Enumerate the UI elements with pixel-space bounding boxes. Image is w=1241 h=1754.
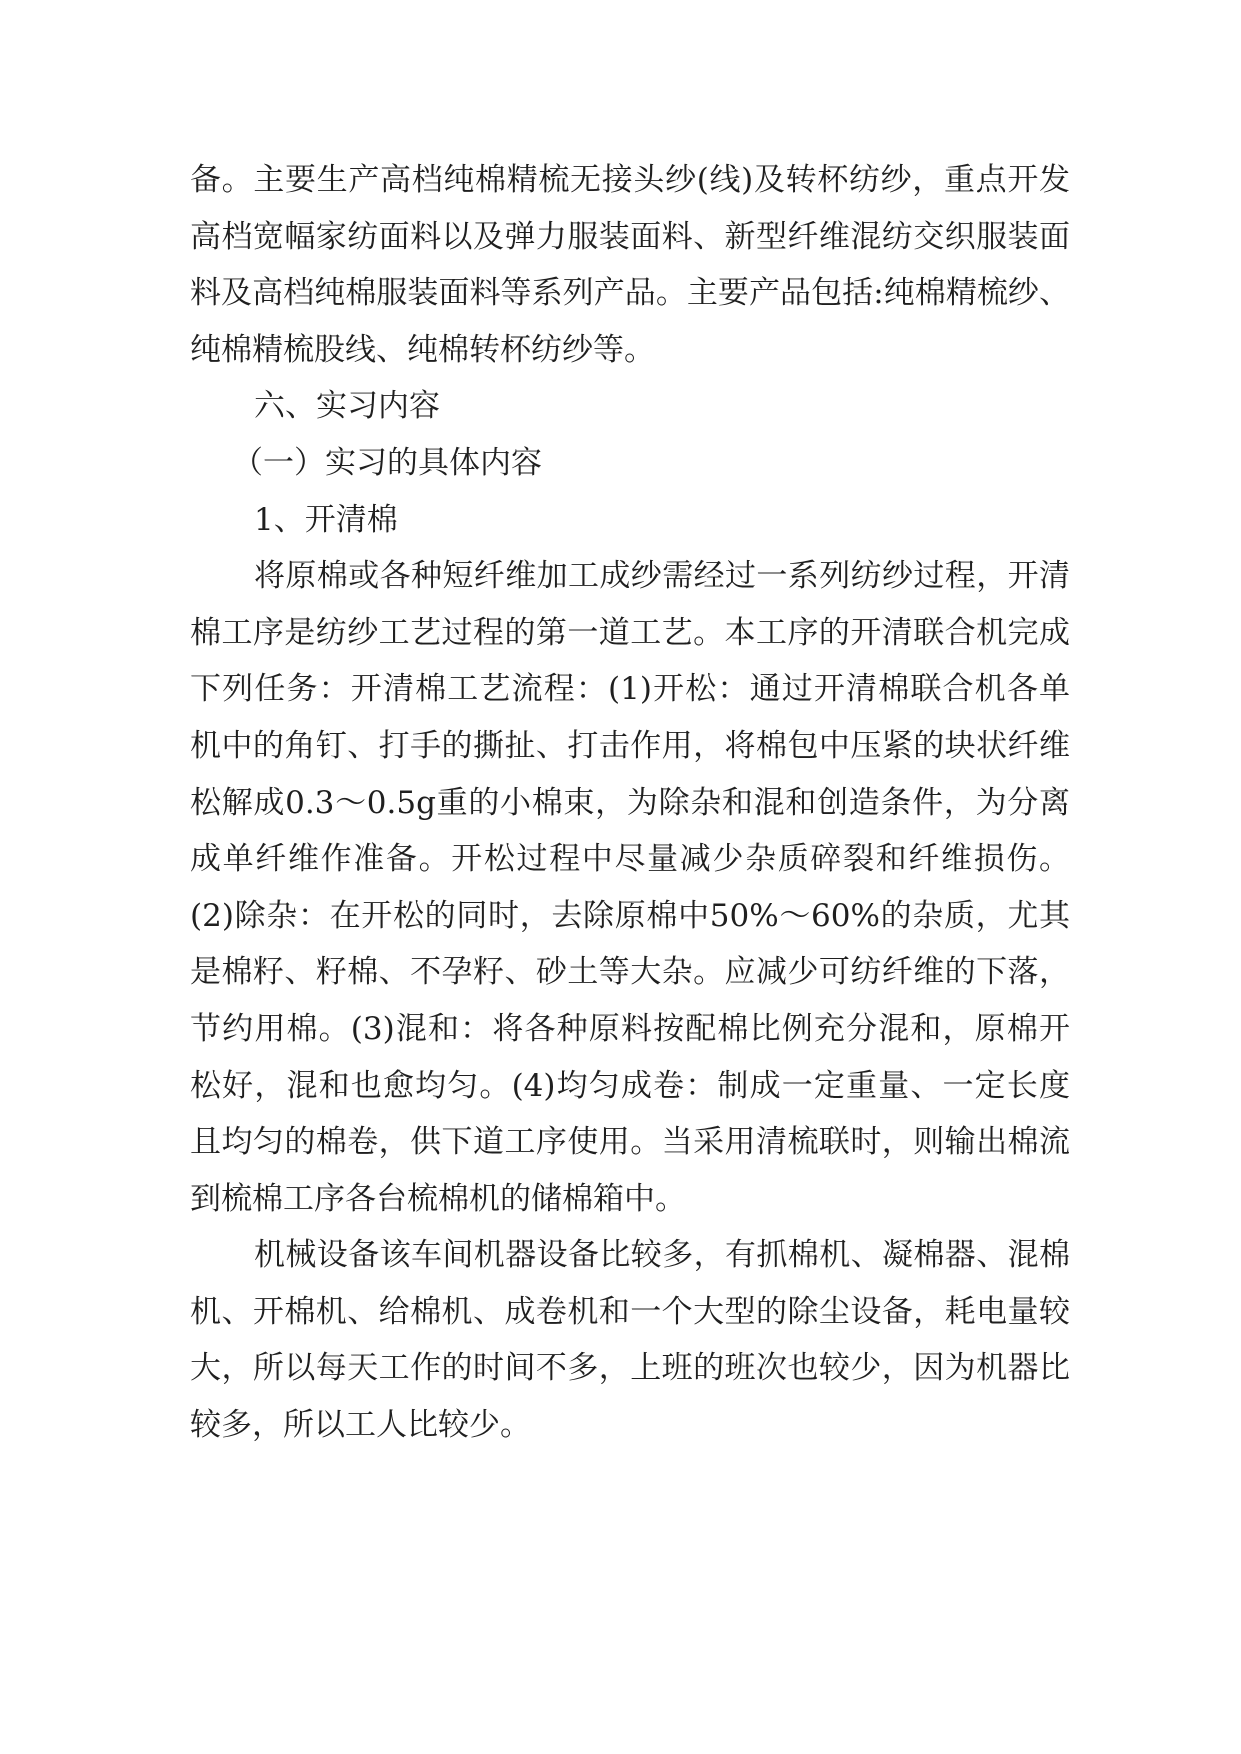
paragraph-opening-cleaning-process: 将原棉或各种短纤维加工成纱需经过一系列纺纱过程，开清棉工序是纺纱工艺过程的第一道工艺。本工序的开清联合机完成下列任务：开清棉工艺流程：(1)开松：通过开清棉联合机各单机中的角钉、打手的撕扯、打击作用，将棉包中压紧的块状纤维松解成0.3～0.5g重的小棉束，为除杂和混和创造条件，为分离成单纤维作准备。开松过程中尽量减少杂质碎裂和纤维损伤。 (2)除杂：在开松的同时，去除原棉中50%～60%的杂质，尤其是棉籽、籽棉、不孕籽、砂土等大杂。应减少可纺纤维的下落，节约用棉。(3)混和：将各种原料按配棉比例充分混和，原棉开松好，混和也愈均匀。(4)均匀成卷：制成一定重量、一定长度且均匀的棉卷，供下道工序使用。当采用清梳联时，则输出棉流到梳棉工序各台梳棉机的储棉箱中。 — [190, 558, 1070, 1217]
document-body — [190, 152, 1070, 1454]
section-heading-internship-content: 六、实习内容 — [254, 388, 440, 425]
paragraph-intro-continued: 备。主要生产高档纯棉精梳无接头纱(线)及转杯纺纱，重点开发高档宽幅家纺面料以及弹力服装面料、新型纤维混纺交织服装面料及高档纯棉服装面料等系列产品。主要产品包括:纯棉精梳纱、纯棉精梳股线、纯棉转杯纺纱等。 — [190, 162, 1070, 368]
item-heading-opening-cleaning: 1、开清棉 — [254, 501, 398, 538]
paragraph-machinery: 机械设备该车间机器设备比较多，有抓棉机、凝棉器、混棉机、开棉机、给棉机、成卷机和一个大型的除尘设备，耗电量较大，所以每天工作的时间不多，上班的班次也较少，因为机器比较多，所以工人比较少。 — [190, 1237, 1070, 1444]
subsection-heading-specific-content: （一）实习的具体内容 — [232, 444, 542, 481]
